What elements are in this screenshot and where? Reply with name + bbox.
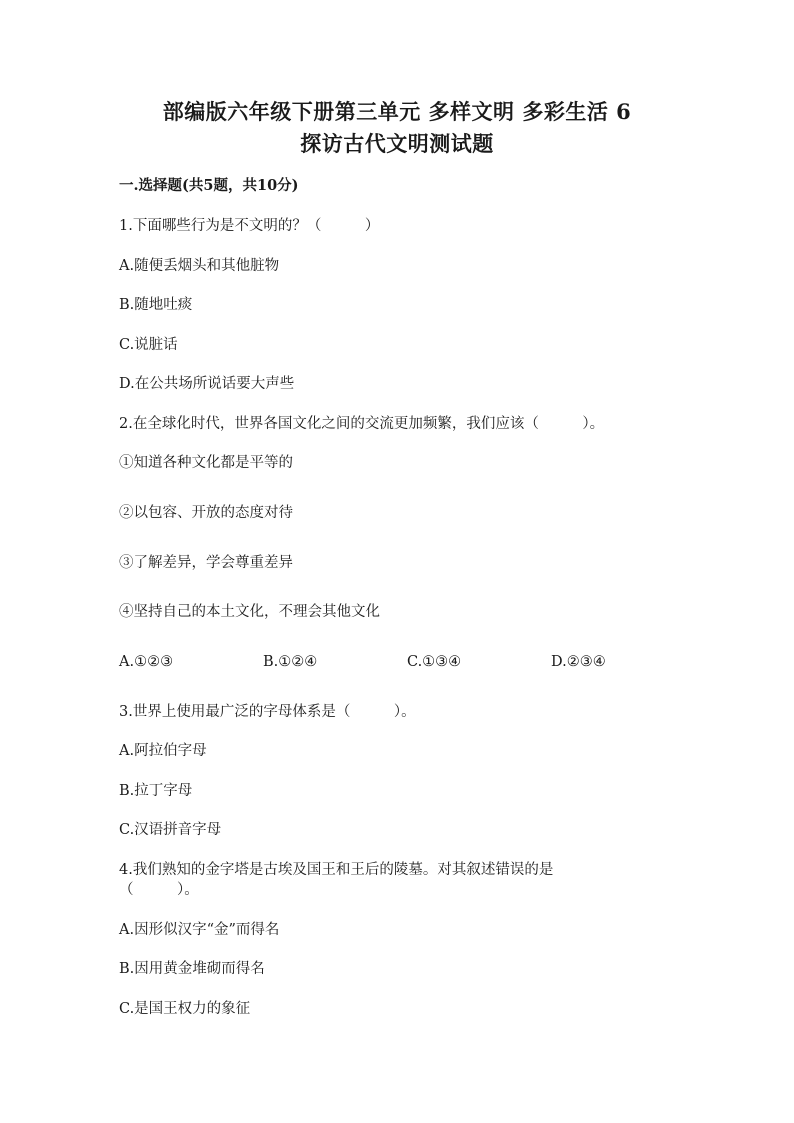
- document-title-line-2: 探访古代文明测试题: [300, 131, 494, 156]
- question-3-option-a: A.阿拉伯字母: [119, 743, 207, 759]
- question-2-statement-3: ③了解差异，学会尊重差异: [119, 555, 293, 571]
- question-1-option-b: B.随地吐痰: [119, 297, 193, 313]
- question-2-option-a: A.①②③: [119, 654, 174, 670]
- document-title-line-1: 部编版六年级下册第三单元 多样文明 多彩生活 6: [162, 99, 632, 124]
- question-2-options-row: [119, 652, 679, 672]
- question-4-stem-line-2: （ ）。: [119, 882, 199, 898]
- question-1-option-c: C.说脏话: [119, 337, 178, 353]
- section-heading: 一.选择题(共5题，共10分): [119, 177, 299, 194]
- question-1-option-d: D.在公共场所说话要大声些: [119, 376, 295, 392]
- question-2-option-c: C.①③④: [407, 654, 462, 670]
- question-2-option-b: B.①②④: [263, 654, 318, 670]
- question-2-stem: 2.在全球化时代，世界各国文化之间的交流更加频繁，我们应该（ ）。: [119, 416, 605, 432]
- question-2-statement-4: ④坚持自己的本土文化，不理会其他文化: [119, 604, 380, 620]
- question-3-stem: 3.世界上使用最广泛的字母体系是（ ）。: [119, 704, 416, 720]
- question-2-statement-2: ②以包容、开放的态度对待: [119, 505, 293, 521]
- question-2-option-d: D.②③④: [551, 654, 606, 670]
- question-3-option-c: C.汉语拼音字母: [119, 822, 222, 838]
- question-4-option-a: A.因形似汉字“金”而得名: [119, 922, 280, 938]
- question-4-option-b: B.因用黄金堆砌而得名: [119, 961, 265, 977]
- question-1-stem: 1.下面哪些行为是不文明的？（ ）: [119, 218, 380, 234]
- question-3-option-b: B.拉丁字母: [119, 783, 193, 799]
- question-1-option-a: A.随便丢烟头和其他脏物: [119, 258, 280, 274]
- question-2-statement-1: ①知道各种文化都是平等的: [119, 455, 293, 471]
- question-4-stem-line-1: 4.我们熟知的金字塔是古埃及国王和王后的陵墓。对其叙述错误的是: [119, 862, 554, 878]
- question-4-option-c: C.是国王权力的象征: [119, 1001, 251, 1017]
